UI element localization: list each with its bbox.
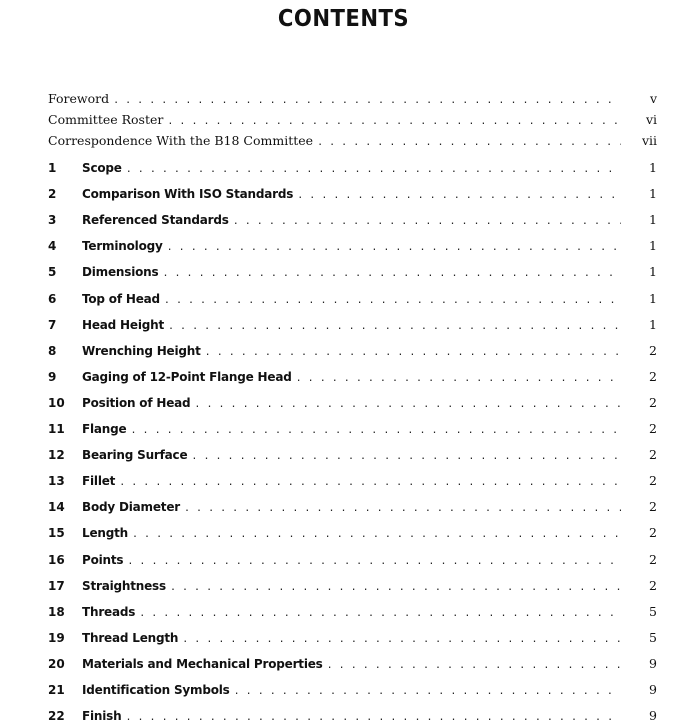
entry-label: Dimensions xyxy=(82,265,159,280)
page-number: 2 xyxy=(649,473,657,489)
dot-leader xyxy=(167,116,621,127)
page-number: 9 xyxy=(649,655,657,671)
section-number: 16 xyxy=(48,552,65,567)
page-number: v xyxy=(649,91,657,106)
entry-label: Length xyxy=(82,526,128,541)
page-number: 2 xyxy=(649,368,657,384)
dot-leader xyxy=(168,321,621,332)
section-entry[interactable] xyxy=(48,317,657,337)
section-number: 19 xyxy=(48,630,65,645)
section-entry[interactable] xyxy=(48,395,657,415)
entry-label: Finish xyxy=(82,709,122,724)
section-entry[interactable] xyxy=(48,291,657,311)
entry-label: Committee Roster xyxy=(48,112,164,127)
section-entry[interactable] xyxy=(48,369,657,389)
dot-leader xyxy=(191,451,621,462)
dot-leader xyxy=(194,399,621,410)
page-number: 1 xyxy=(649,316,657,332)
dot-leader xyxy=(130,425,621,436)
entry-label: Correspondence With the B18 Committee xyxy=(48,133,314,148)
section-number: 22 xyxy=(48,709,65,724)
entry-label: Gaging of 12-Point Flange Head xyxy=(82,369,292,384)
section-entry[interactable] xyxy=(48,525,657,545)
section-number: 1 xyxy=(48,161,57,175)
dot-leader xyxy=(113,95,621,106)
entry-label: Scope xyxy=(82,161,122,175)
entry-label: Flange xyxy=(82,422,127,436)
page-number: vi xyxy=(645,112,657,127)
section-number: 5 xyxy=(48,265,57,280)
section-entry[interactable] xyxy=(48,264,657,284)
page-number: 1 xyxy=(649,290,657,306)
section-number: 20 xyxy=(48,656,65,671)
section-entry[interactable] xyxy=(48,473,657,493)
section-entry[interactable] xyxy=(48,656,657,676)
entry-label: Identification Symbols xyxy=(82,683,230,697)
page-number: 2 xyxy=(649,447,657,463)
entry-label: Points xyxy=(82,552,124,567)
page-number: 9 xyxy=(649,708,657,724)
dot-leader xyxy=(233,216,621,227)
section-entry[interactable] xyxy=(48,630,657,650)
page-number: 1 xyxy=(649,160,657,175)
page-number: vii xyxy=(641,133,657,148)
section-entry[interactable] xyxy=(48,682,657,702)
page-number: 1 xyxy=(649,264,657,280)
section-entry[interactable] xyxy=(48,160,657,180)
section-number: 8 xyxy=(48,343,57,358)
dot-leader xyxy=(126,164,621,175)
entry-label: Thread Length xyxy=(82,630,179,645)
page-number: 1 xyxy=(649,186,657,202)
section-number: 9 xyxy=(48,369,57,384)
section-number: 10 xyxy=(48,395,65,410)
page-number: 2 xyxy=(649,499,657,515)
section-number: 6 xyxy=(48,291,57,306)
dot-leader xyxy=(327,660,621,671)
dot-leader xyxy=(184,503,621,514)
entry-label: Head Height xyxy=(82,317,165,332)
front-matter-entry[interactable] xyxy=(48,112,657,132)
section-number: 18 xyxy=(48,604,65,619)
page-number: 9 xyxy=(649,682,657,697)
section-entry[interactable] xyxy=(48,186,657,206)
page-number: 1 xyxy=(649,238,657,254)
section-number: 17 xyxy=(48,578,65,593)
entry-label: Straightness xyxy=(82,578,166,593)
dot-leader xyxy=(182,634,621,645)
dot-leader xyxy=(167,242,621,253)
front-matter-entry[interactable] xyxy=(48,91,657,111)
dot-leader xyxy=(317,137,621,148)
section-entry[interactable] xyxy=(48,708,657,728)
entry-label: Threads xyxy=(82,604,136,619)
entry-label: Referenced Standards xyxy=(82,213,229,228)
section-number: 2 xyxy=(48,187,57,202)
dot-leader xyxy=(205,347,621,358)
section-entry[interactable] xyxy=(48,578,657,598)
section-entry[interactable] xyxy=(48,499,657,519)
section-entry[interactable] xyxy=(48,552,657,572)
entry-label: Wrenching Height xyxy=(82,343,201,358)
dot-leader xyxy=(125,712,621,723)
entry-label: Position of Head xyxy=(82,395,191,410)
section-number: 7 xyxy=(48,317,57,332)
dot-leader xyxy=(296,373,621,384)
entry-label: Body Diameter xyxy=(82,500,180,515)
section-entry[interactable] xyxy=(48,212,657,232)
page-number: 2 xyxy=(649,394,657,410)
dot-leader xyxy=(162,268,621,279)
page-number: 2 xyxy=(649,577,657,593)
dot-leader xyxy=(132,529,621,540)
page-number: 5 xyxy=(649,629,657,645)
page-title: CONTENTS xyxy=(277,6,410,32)
dot-leader xyxy=(170,582,621,593)
section-number: 12 xyxy=(48,448,65,463)
section-number: 15 xyxy=(48,526,65,541)
section-number: 21 xyxy=(48,683,65,697)
dot-leader xyxy=(297,190,621,201)
dot-leader xyxy=(139,608,621,619)
section-entry[interactable] xyxy=(48,238,657,258)
section-entry[interactable] xyxy=(48,421,657,441)
dot-leader xyxy=(127,556,621,567)
front-matter-entry[interactable] xyxy=(48,133,657,153)
entry-label: Comparison With ISO Standards xyxy=(82,187,294,202)
page-number: 1 xyxy=(649,212,657,228)
dot-leader xyxy=(164,295,621,306)
section-number: 3 xyxy=(48,213,57,228)
page-number: 2 xyxy=(649,421,657,436)
page-number: 2 xyxy=(649,342,657,358)
section-number: 13 xyxy=(48,474,65,489)
section-entry[interactable] xyxy=(48,447,657,467)
entry-label: Bearing Surface xyxy=(82,448,188,463)
entry-label: Terminology xyxy=(82,239,163,254)
dot-leader xyxy=(119,477,621,488)
section-number: 14 xyxy=(48,500,65,515)
entry-label: Foreword xyxy=(48,91,110,106)
entry-label: Top of Head xyxy=(82,291,160,306)
entry-label: Materials and Mechanical Properties xyxy=(82,656,323,671)
page-number: 2 xyxy=(649,525,657,541)
section-entry[interactable] xyxy=(48,343,657,363)
page-number: 5 xyxy=(649,603,657,619)
entry-label: Fillet xyxy=(82,474,116,489)
section-number: 4 xyxy=(48,239,57,254)
section-number: 11 xyxy=(48,422,65,436)
section-entry[interactable] xyxy=(48,604,657,624)
page-number: 2 xyxy=(649,551,657,567)
dot-leader xyxy=(234,686,621,697)
